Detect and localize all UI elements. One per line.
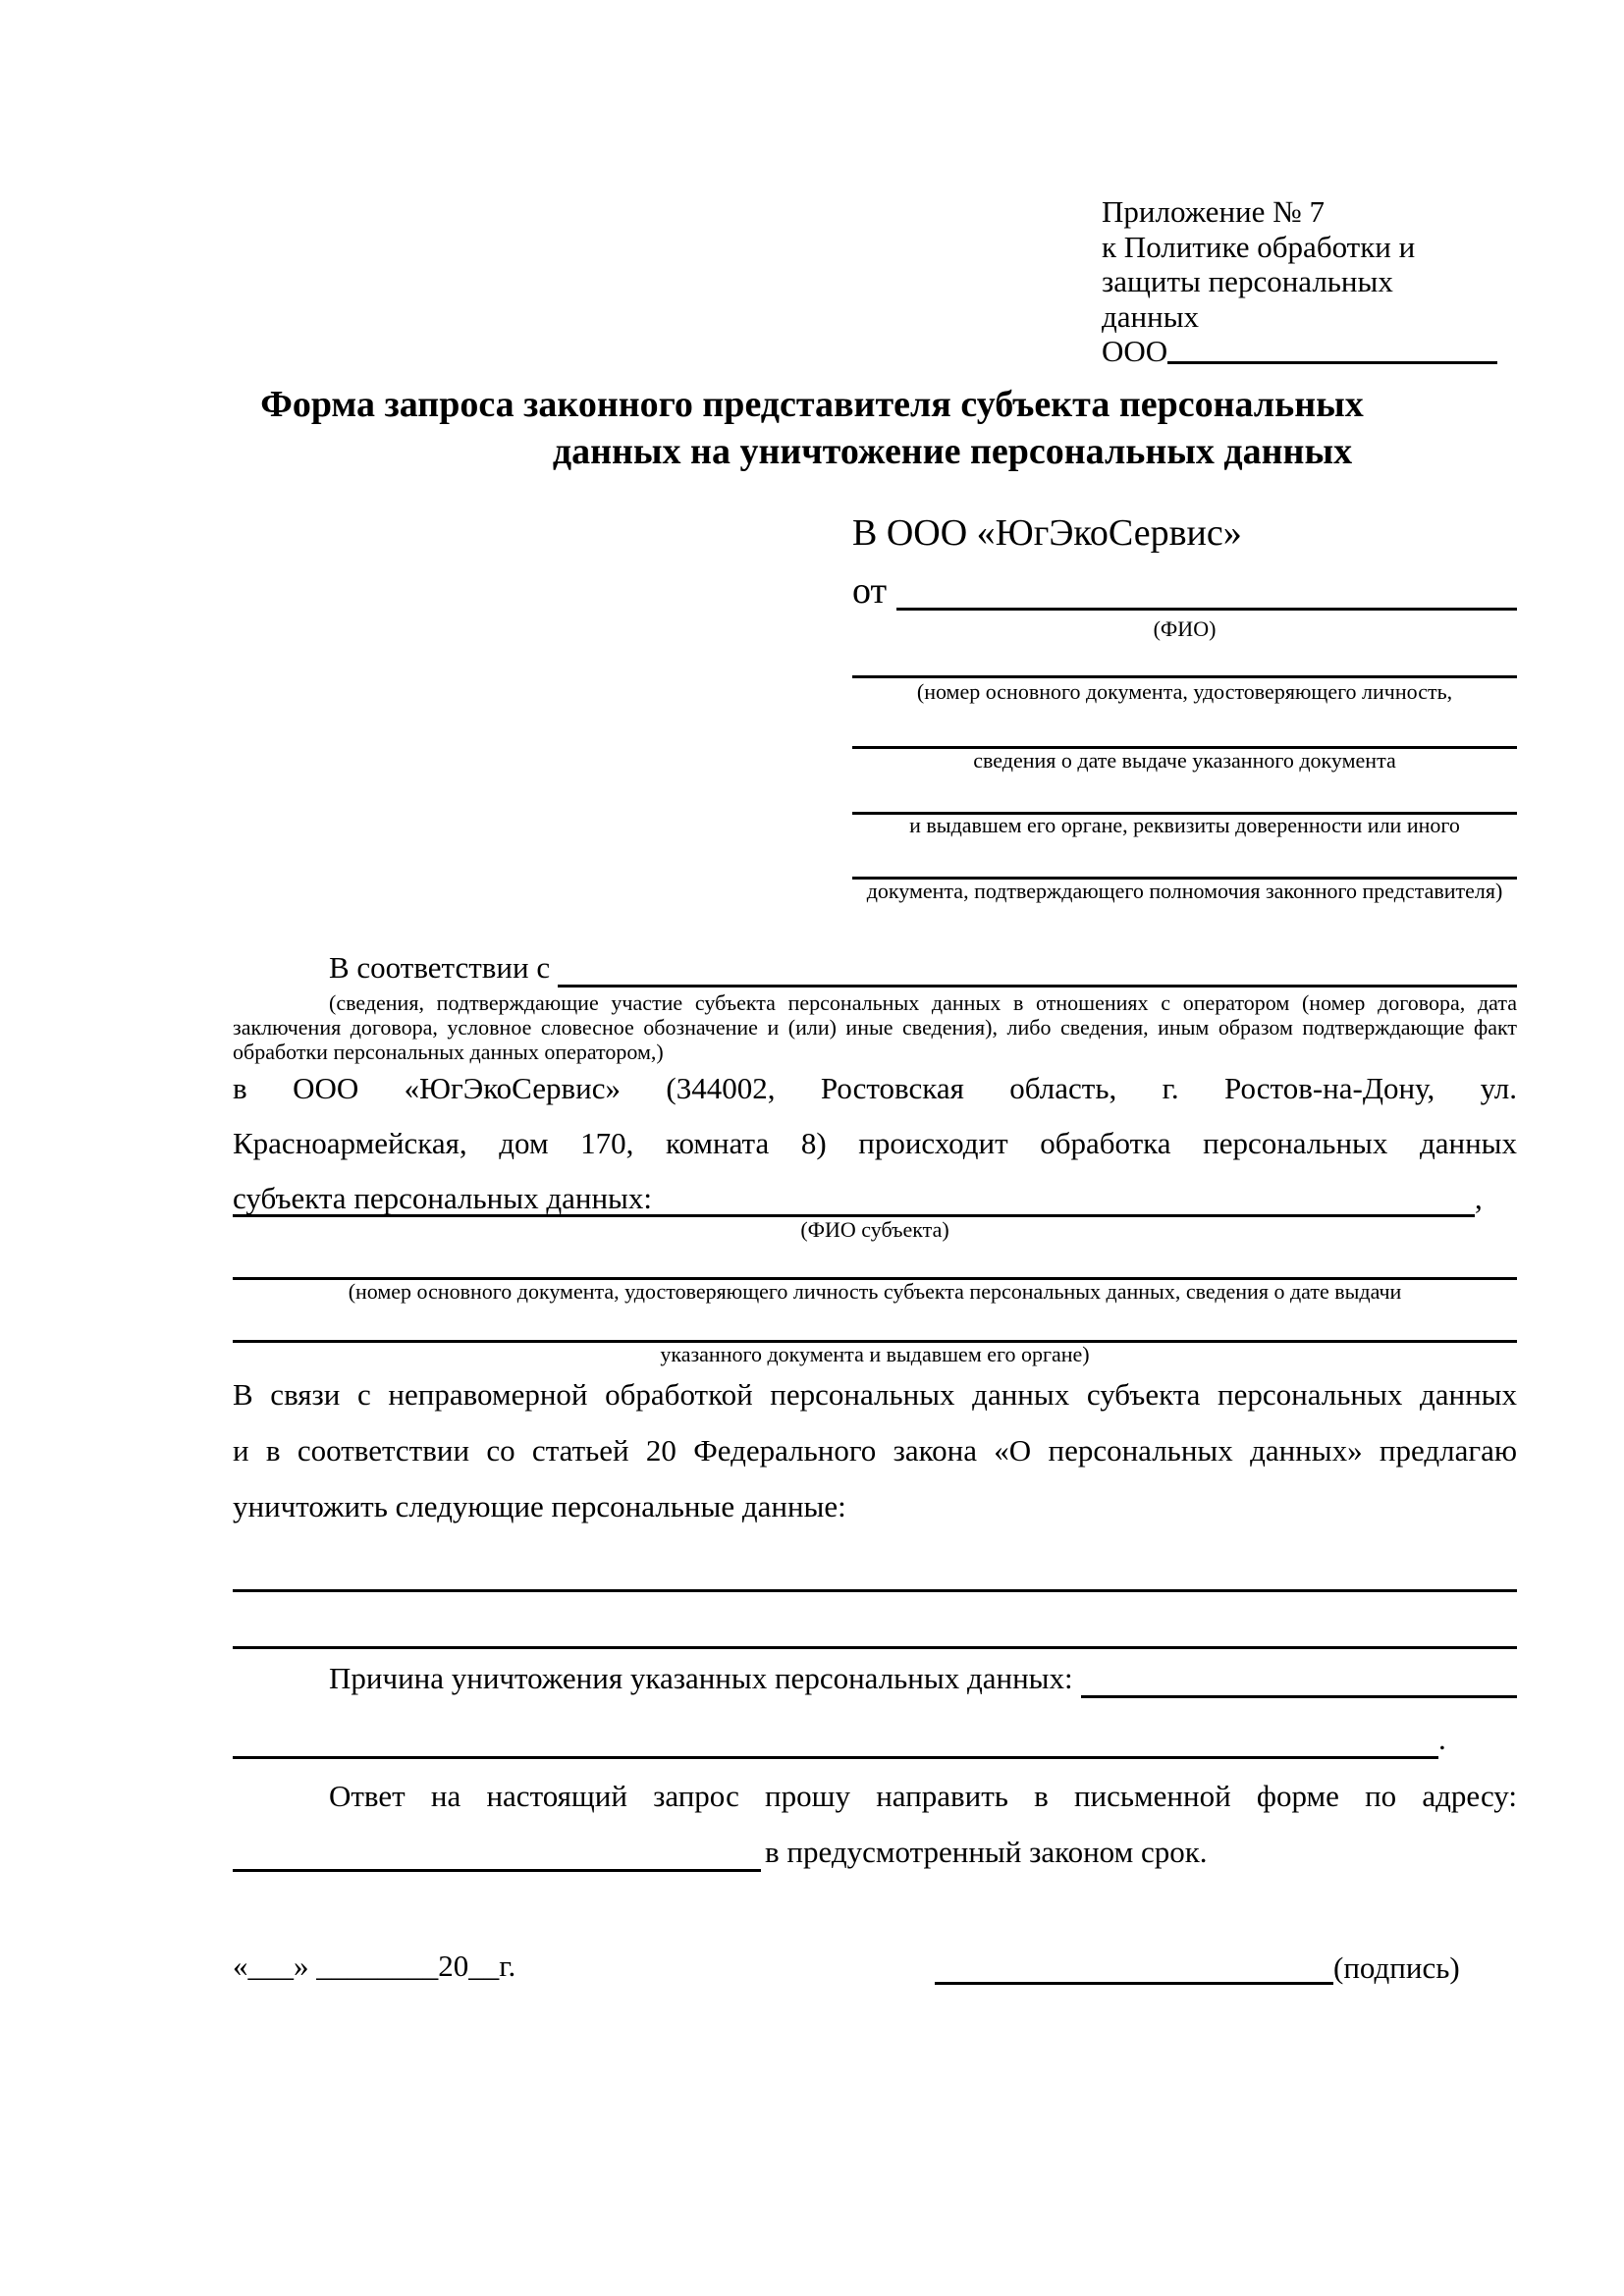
answer-address-fill-in-line [233, 1833, 761, 1872]
addressee-from-row [852, 571, 1517, 611]
annex-note-company-row [1102, 334, 1497, 369]
page-title-line2: данных на уничтожение персональных данных [552, 431, 1353, 472]
accordance-note-line3: обработки персональных данных оператором,) [233, 1040, 664, 1064]
company-label: ООО [1102, 334, 1168, 368]
reason-label: Причина уничтожения указанных персональных данных: [329, 1661, 1073, 1695]
accordance-row [233, 948, 1517, 988]
annex-note-line2: к Политике обработки и [1102, 229, 1416, 264]
addressee-to-line: В ООО «ЮгЭкоСервис» [852, 512, 1242, 554]
date-line: «___» ________20__г. [233, 1949, 516, 1983]
answer-tail: в предусмотренный законом срок. [765, 1835, 1208, 1869]
answer-paragraph-line1: Ответ на настоящий запрос прошу направить в письменной форме по адресу: [329, 1779, 1517, 1813]
destroy-request-paragraph [233, 1366, 1517, 1534]
page-title-line1: Форма запроса законного представителя субъекта персональных [260, 384, 1364, 425]
representative-doc-caption-4: документа, подтверждающего полномочия законного представителя) [866, 879, 1503, 903]
reason-row [233, 1659, 1517, 1698]
data-to-destroy-fill-line-2 [233, 1646, 1517, 1649]
fio-caption: (ФИО) [1153, 616, 1217, 641]
operator-paragraph-line2: Красноармейская, дом 170, комната 8) происходит обработка персональных данных [233, 1126, 1517, 1160]
reason-period: . [1438, 1722, 1446, 1756]
annex-note-line3: защиты персональных данных [1102, 264, 1393, 334]
reason-continuation-row [233, 1720, 1517, 1759]
representative-doc-caption-1: (номер основного документа, удостоверяющего личность, [916, 679, 1453, 704]
reason-fill-in-line-2 [233, 1756, 1438, 1759]
annex-note [1102, 194, 1497, 369]
subject-fio-caption: (ФИО субъекта) [800, 1217, 949, 1242]
subject-doc-caption-1: (номер основного документа, удостоверяющего личность субъекта персональных данных, сведения о дате выдачи [348, 1279, 1402, 1304]
reason-fill-in-line [1081, 1659, 1517, 1698]
representative-doc-caption-3: и выдавшем его органе, реквизиты доверенности или иного [909, 813, 1460, 837]
representative-doc-fill-line-1 [852, 675, 1517, 678]
answer-address-row [233, 1833, 1517, 1872]
destroy-request-line1: В связи с неправомерной обработкой персональных данных субъекта персональных данных [233, 1377, 1517, 1412]
subject-fio-row [233, 1180, 1517, 1217]
data-to-destroy-fill-line-1 [233, 1589, 1517, 1592]
signature-fill-in-line [935, 1982, 1333, 1985]
operator-paragraph-line3: субъекта персональных данных: [233, 1181, 652, 1215]
annex-note-line1: Приложение № 7 [1102, 194, 1325, 229]
accordance-fill-in-line [558, 948, 1517, 988]
accordance-note [233, 990, 1517, 1064]
accordance-label: В соответствии с [329, 950, 551, 985]
accordance-note-line2: заключения договора, условное словесное обозначение и (или) иные сведения), либо сведения, иным образом подтверждающие факт [233, 1015, 1517, 1040]
signature-caption: (подпись) [1333, 1950, 1460, 1985]
company-fill-in-line [1167, 334, 1497, 364]
operator-paragraph-line1: в ООО «ЮгЭкоСервис» (344002, Ростовская область, г. Ростов-на-Дону, ул. [233, 1071, 1517, 1105]
representative-doc-caption-2: сведения о дате выдаче указанного документа [973, 748, 1396, 773]
destroy-request-line2: и в соответствии со статьей 20 Федерального закона «О персональных данных» предлагаю [233, 1433, 1517, 1468]
accordance-note-line1: (сведения, подтверждающие участие субъекта персональных данных в отношениях с оператором (номер договора, дата [329, 990, 1517, 1015]
from-label: от [852, 570, 888, 612]
subject-doc-caption-2: указанного документа и выдавшем его органе) [660, 1342, 1090, 1366]
destroy-request-line3: уничтожить следующие персональные данные: [233, 1489, 846, 1523]
from-fill-in-line [896, 571, 1517, 611]
subject-fio-comma: , [1475, 1181, 1483, 1215]
